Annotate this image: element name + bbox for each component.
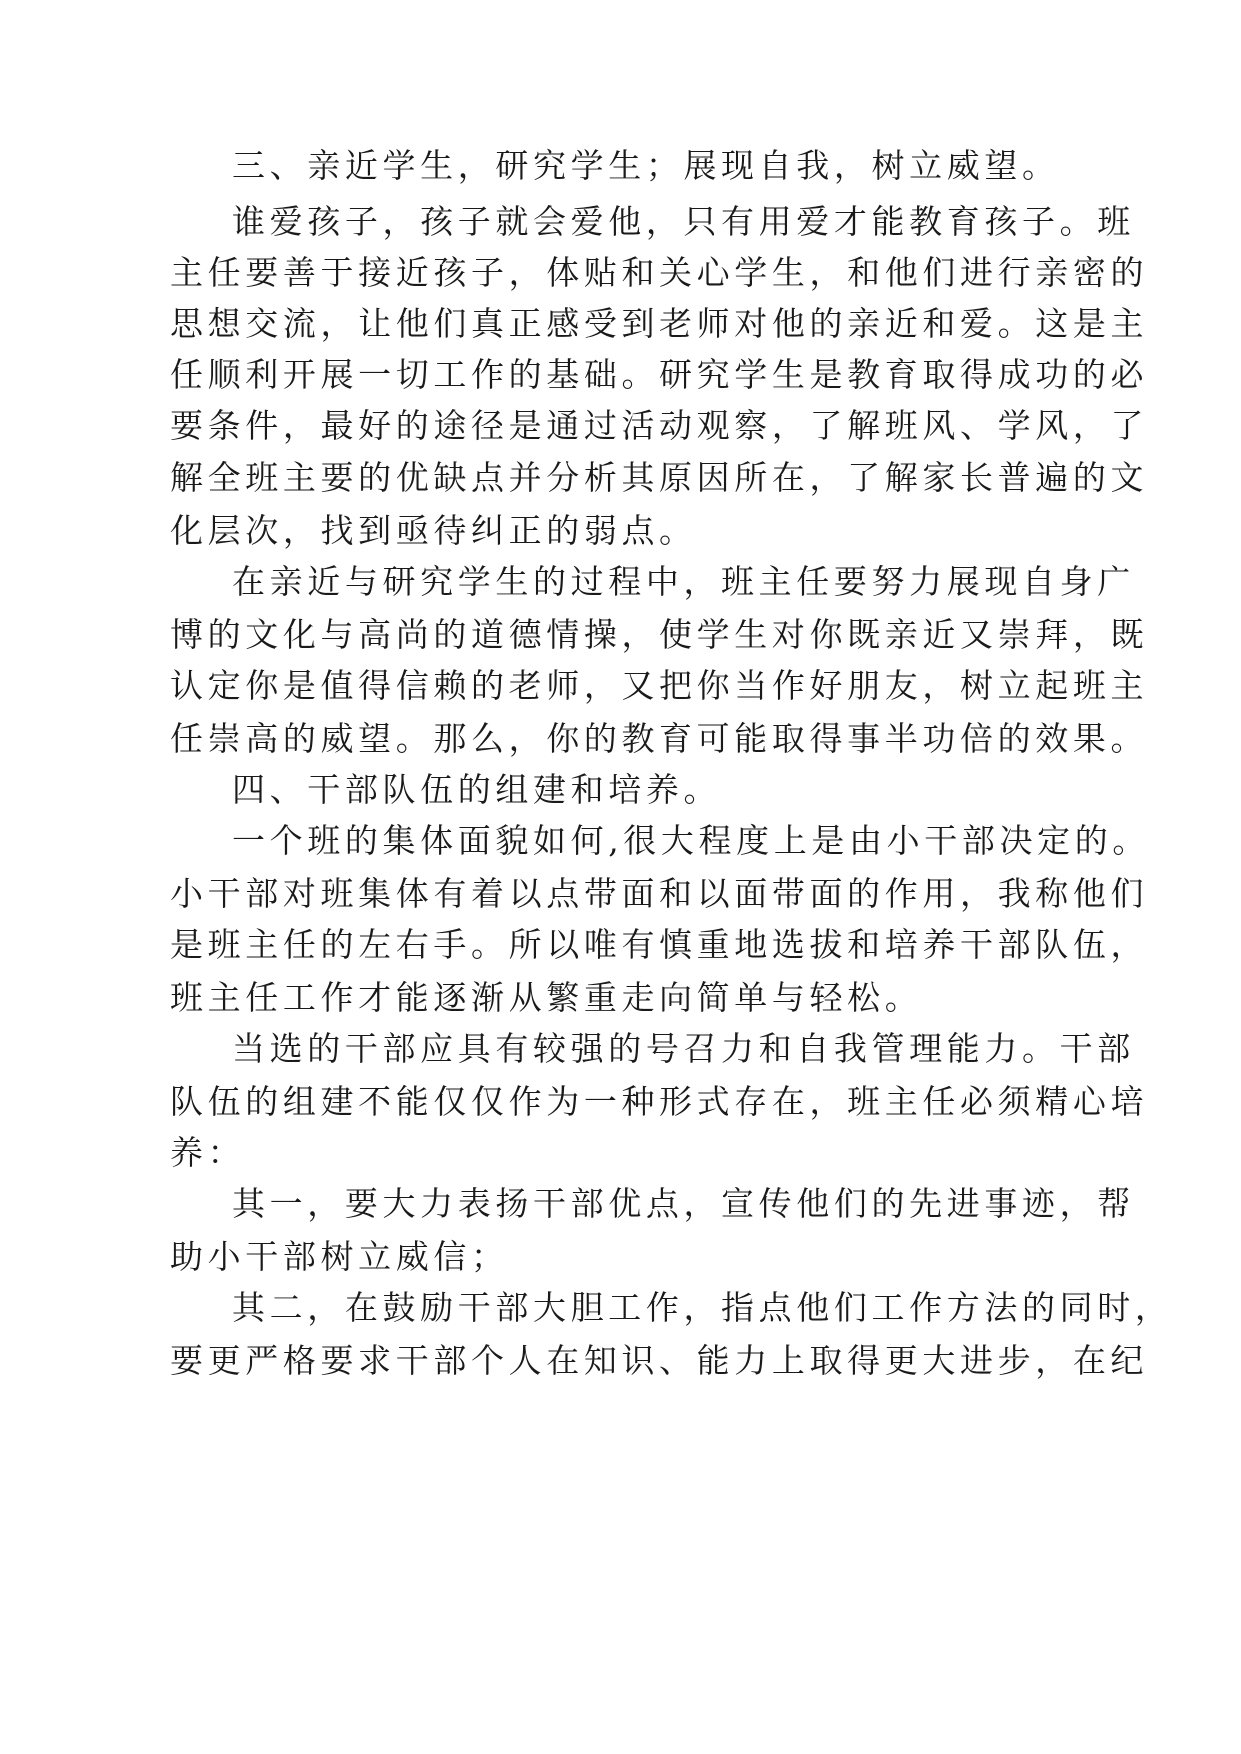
paragraph-line: 助小干部树立威信； — [170, 1237, 509, 1276]
paragraph-line: 是班主任的左右手。所以唯有慎重地选拔和培养干部队伍， — [170, 925, 1149, 964]
paragraph-line: 一个班的集体面貌如何,很大程度上是由小干部决定的。 — [232, 821, 1150, 860]
paragraph-line: 谁爱孩子，孩子就会爱他，只有用爱才能教育孩子。班 — [232, 202, 1135, 241]
paragraph-line: 队伍的组建不能仅仅作为一种形式存在，班主任必须精心培 — [170, 1082, 1149, 1121]
paragraph-line: 任崇高的威望。那么，你的教育可能取得事半功倍的效果。 — [170, 719, 1149, 758]
paragraph-line: 三、亲近学生，研究学生；展现自我，树立威望。 — [232, 146, 1060, 185]
paragraph-line: 要条件，最好的途径是通过活动观察，了解班风、学风，了 — [170, 406, 1149, 445]
paragraph-line: 博的文化与高尚的道德情操，使学生对你既亲近又崇拜，既 — [170, 615, 1149, 654]
paragraph-line: 解全班主要的优缺点并分析其原因所在，了解家长普遍的文 — [170, 458, 1149, 497]
paragraph-line: 要更严格要求干部个人在知识、能力上取得更大进步，在纪 — [170, 1341, 1149, 1380]
paragraph-line: 四、干部队伍的组建和培养。 — [232, 770, 722, 809]
paragraph-line: 其二，在鼓励干部大胆工作，指点他们工作方法的同时， — [232, 1288, 1173, 1327]
paragraph-line: 当选的干部应具有较强的号召力和自我管理能力。干部 — [232, 1029, 1135, 1068]
paragraph-line: 任顺利开展一切工作的基础。研究学生是教育取得成功的必 — [170, 355, 1149, 394]
paragraph-line: 化层次，找到亟待纠正的弱点。 — [170, 511, 697, 550]
paragraph-line: 其一，要大力表扬干部优点，宣传他们的先进事迹，帮 — [232, 1184, 1135, 1223]
paragraph-line: 认定你是值得信赖的老师，又把你当作好朋友，树立起班主 — [170, 666, 1149, 705]
paragraph-line: 主任要善于接近孩子，体贴和关心学生，和他们进行亲密的 — [170, 253, 1149, 292]
paragraph-line: 班主任工作才能逐渐从繁重走向简单与轻松。 — [170, 978, 923, 1017]
paragraph-line: 小干部对班集体有着以点带面和以面带面的作用，我称他们 — [170, 874, 1149, 913]
paragraph-line: 思想交流，让他们真正感受到老师对他的亲近和爱。这是主 — [170, 304, 1149, 343]
paragraph-line: 养： — [170, 1133, 246, 1172]
paragraph-line: 在亲近与研究学生的过程中，班主任要努力展现自身广 — [232, 562, 1135, 601]
